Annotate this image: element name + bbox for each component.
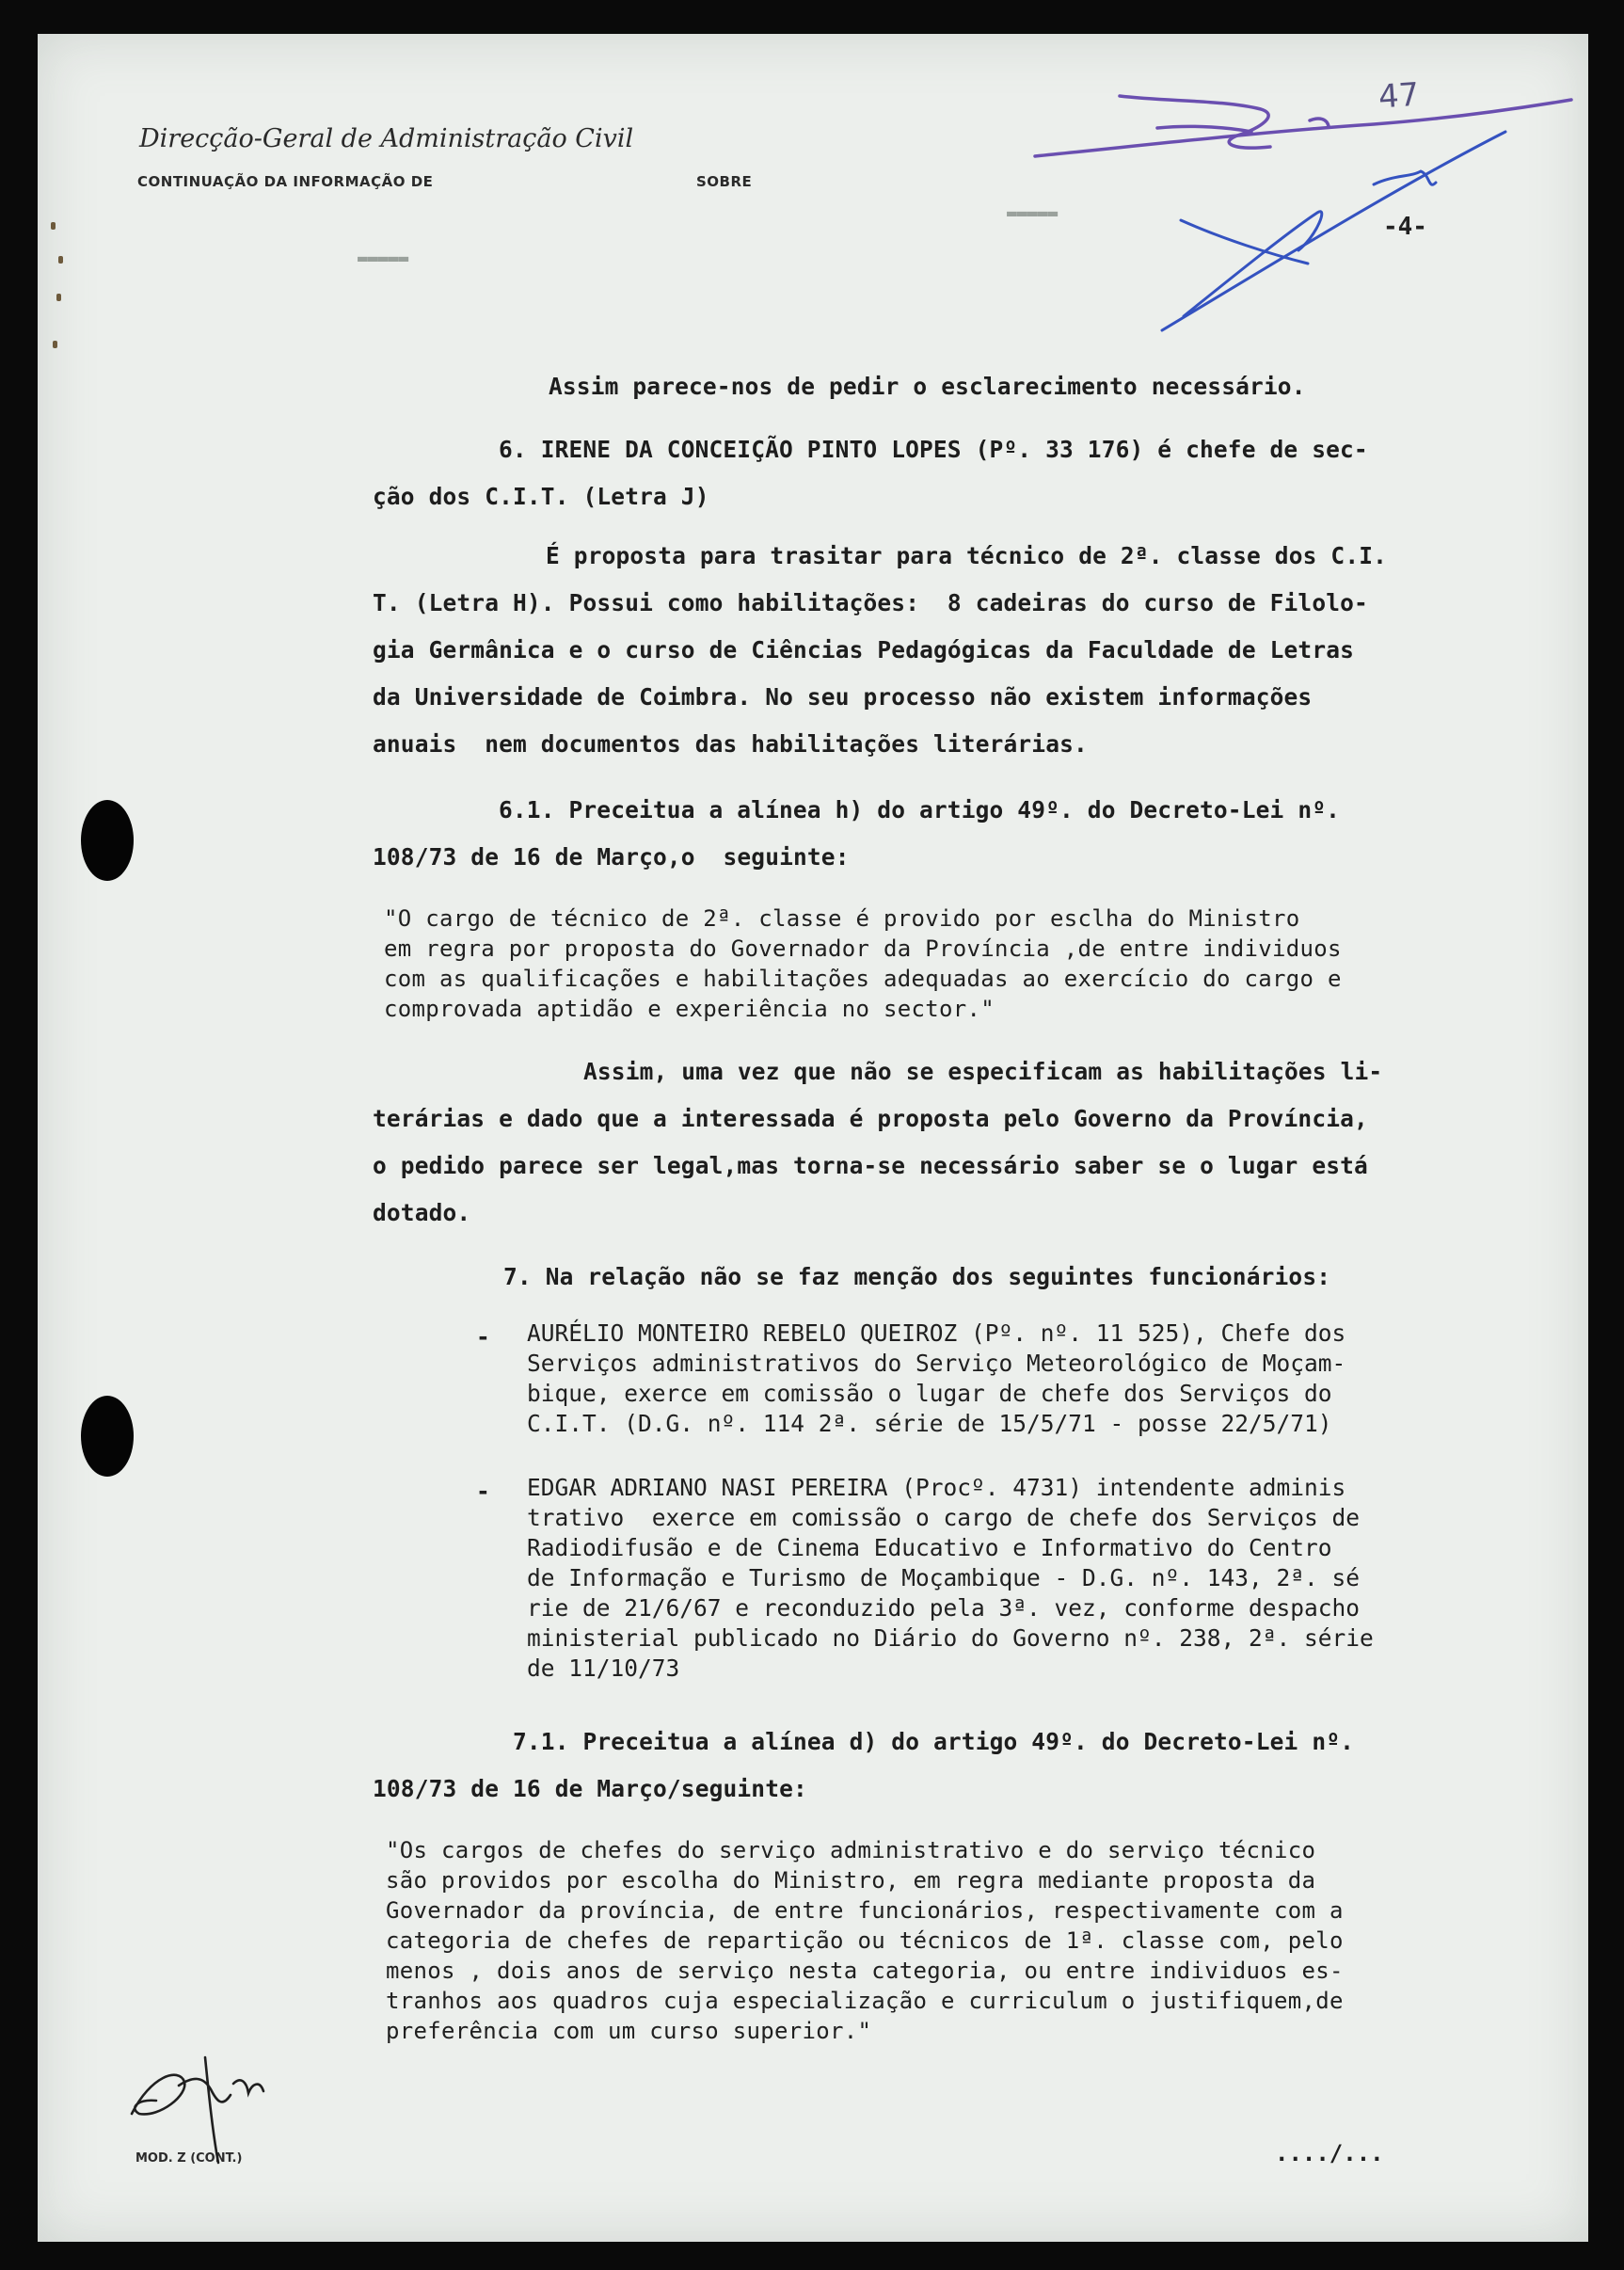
section-6-1-line: 108/73 de 16 de Março,o seguinte: bbox=[373, 843, 850, 871]
letterhead-org: Direcção-Geral de Administração Civil bbox=[139, 124, 634, 153]
item-2-line: ministerial publicado no Diário do Governo nº. 238, 2ª. série bbox=[527, 1624, 1374, 1652]
handwritten-folio-number: 47 bbox=[1377, 75, 1421, 117]
item-2-line: EDGAR ADRIANO NASI PEREIRA (Procº. 4731) intendente adminis bbox=[527, 1474, 1346, 1501]
initials-signature bbox=[132, 2057, 263, 2163]
purple-pencil-signature bbox=[1035, 96, 1571, 156]
list-bullet: - bbox=[476, 1323, 490, 1351]
section-6-line: ção dos C.I.T. (Letra J) bbox=[373, 483, 709, 510]
item-2-line: de 11/10/73 bbox=[527, 1655, 680, 1682]
item-2-line: rie de 21/6/67 e reconduzido pela 3ª. vez, conforme despacho bbox=[527, 1594, 1361, 1622]
intro-line: Assim parece-nos de pedir o esclarecimento necessário. bbox=[549, 373, 1306, 400]
continues-marker: ..../... bbox=[1275, 2140, 1384, 2166]
quote-2-line: categoria de chefes de repartição ou técnicos de 1ª. classe com, pelo bbox=[386, 1927, 1344, 1954]
form-code: MOD. Z (CONT.) bbox=[135, 2151, 243, 2166]
conclusion-line: Assim, uma vez que não se especificam as habilitações li- bbox=[583, 1058, 1383, 1085]
list-bullet: - bbox=[476, 1478, 490, 1505]
quote-2-line: Governador da província, de entre funcionários, respectivamente com a bbox=[386, 1897, 1344, 1924]
item-1-line: AURÉLIO MONTEIRO REBELO QUEIROZ (Pº. nº. 11 525), Chefe dos bbox=[527, 1319, 1346, 1347]
item-2-line: Radiodifusão e de Cinema Educativo e Informativo do Centro bbox=[527, 1534, 1332, 1561]
faint-stamp-impression: ▬▬▬▬▬ bbox=[358, 248, 409, 268]
section-6-paragraph-line: da Universidade de Coimbra. No seu processo não existem informações bbox=[373, 683, 1313, 711]
blue-ink-signature bbox=[1162, 132, 1505, 330]
item-1-line: C.I.T. (D.G. nº. 114 2ª. série de 15/5/71 - posse 22/5/71) bbox=[527, 1410, 1332, 1437]
quote-2-line: preferência com um curso superior." bbox=[386, 2018, 872, 2044]
section-7-1-line: 7.1. Preceitua a alínea d) do artigo 49º. do Decreto-Lei nº. bbox=[513, 1728, 1355, 1755]
section-6-paragraph-line: gia Germânica e o curso de Ciências Pedagógicas da Faculdade de Letras bbox=[373, 636, 1355, 663]
section-6-paragraph-line: anuais nem documentos das habilitações literárias. bbox=[373, 730, 1088, 758]
document-page bbox=[38, 34, 1588, 2242]
quote-1-line: com as qualificações e habilitações adequadas ao exercício do cargo e bbox=[384, 966, 1342, 992]
item-2-line: trativo exerce em comissão o cargo de chefe dos Serviços de bbox=[527, 1504, 1361, 1531]
quote-1-line: "O cargo de técnico de 2ª. classe é provido por esclha do Ministro bbox=[384, 905, 1300, 932]
quote-2-line: tranhos aos quadros cuja especialização e curriculum o justifiquem,de bbox=[386, 1988, 1344, 2014]
section-7-1-line: 108/73 de 16 de Março/seguinte: bbox=[373, 1775, 807, 1802]
section-6-1-line: 6.1. Preceitua a alínea h) do artigo 49º. do Decreto-Lei nº. bbox=[499, 796, 1341, 823]
handwriting-layer bbox=[38, 34, 1588, 2242]
section-7-line: 7. Na relação não se faz menção dos seguintes funcionários: bbox=[503, 1263, 1331, 1290]
faint-stamp-impression: ▬▬▬▬▬ bbox=[1007, 203, 1059, 223]
item-2-line: de Informação e Turismo de Moçambique - D.G. nº. 143, 2ª. sé bbox=[527, 1564, 1361, 1591]
section-6-paragraph-line: T. (Letra H). Possui como habilitações: 8 cadeiras do curso de Filolo- bbox=[373, 589, 1368, 616]
continuation-label: CONTINUAÇÃO DA INFORMAÇÃO DE bbox=[137, 173, 434, 190]
section-6-paragraph-line: É proposta para trasitar para técnico de 2ª. classe dos C.I. bbox=[546, 542, 1388, 569]
quote-2-line: menos , dois anos de serviço nesta categoria, ou entre individuos es- bbox=[386, 1958, 1344, 1984]
quote-1-line: comprovada aptidão e experiência no sector." bbox=[384, 996, 995, 1022]
conclusion-line: terárias e dado que a interessada é proposta pelo Governo da Província, bbox=[373, 1105, 1368, 1132]
item-1-line: bique, exerce em comissão o lugar de chefe dos Serviços do bbox=[527, 1380, 1332, 1407]
section-6-line: 6. IRENE DA CONCEIÇÃO PINTO LOPES (Pº. 33 176) é chefe de sec- bbox=[499, 436, 1368, 463]
page-number: -4- bbox=[1383, 213, 1427, 241]
item-1-line: Serviços administrativos do Serviço Meteorológico de Moçam- bbox=[527, 1350, 1346, 1377]
conclusion-line: dotado. bbox=[373, 1199, 471, 1226]
conclusion-line: o pedido parece ser legal,mas torna-se necessário saber se o lugar está bbox=[373, 1152, 1368, 1179]
quote-1-line: em regra por proposta do Governador da Província ,de entre individuos bbox=[384, 935, 1342, 962]
quote-2-line: "Os cargos de chefes do serviço administrativo e do serviço técnico bbox=[386, 1837, 1316, 1863]
about-label: SOBRE bbox=[696, 173, 753, 190]
quote-2-line: são providos por escolha do Ministro, em regra mediante proposta da bbox=[386, 1867, 1316, 1894]
